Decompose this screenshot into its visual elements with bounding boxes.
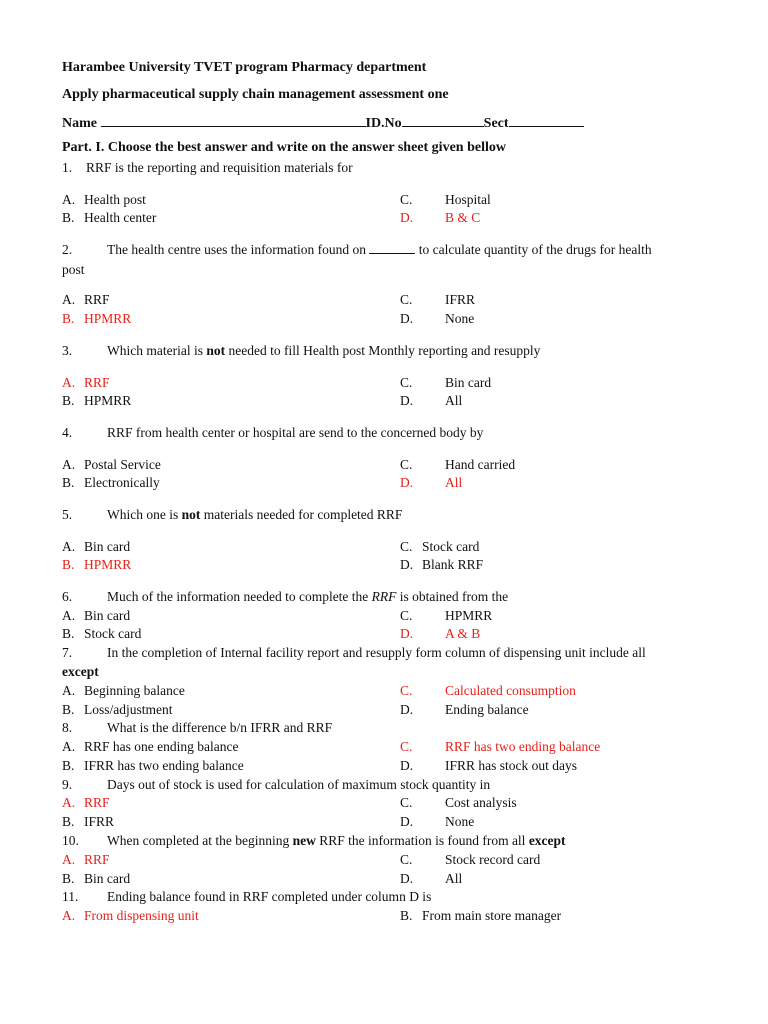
q2-option-b: B. HPMRR — [62, 311, 132, 326]
id-blank — [402, 114, 484, 127]
q1-option-a: A. Health post — [62, 192, 146, 207]
name-blank — [101, 114, 366, 127]
q4-option-a: A. Postal Service — [62, 457, 161, 472]
question-6: 6. Much of the information needed to complete the RRF is obtained from the — [62, 589, 509, 604]
id-label: ID.No — [365, 116, 402, 131]
q9-option-c: C. Cost analysis — [400, 795, 517, 810]
q5-option-c: C. Stock card — [400, 539, 480, 554]
question-7: 7. In the completion of Internal facility report and resupply form column of dispensing unit include all — [62, 645, 646, 660]
q5-option-d: D. Blank RRF — [400, 557, 484, 572]
q9-option-b: B. IFRR — [62, 814, 115, 829]
question-10: 10. When completed at the beginning new RRF the information is found from all except — [62, 833, 566, 848]
q3-option-d: D. All — [400, 393, 463, 408]
q6-option-b: B. Stock card — [62, 626, 142, 641]
q9-option-d: D. None — [400, 814, 475, 829]
q10-option-d: D. All — [400, 871, 463, 886]
q9-option-a: A. RRF — [62, 795, 110, 810]
q8-option-d: D. IFRR has stock out days — [400, 758, 578, 773]
question-8: 8. What is the difference b/n IFRR and RRF — [62, 720, 333, 735]
q5-option-b: B. HPMRR — [62, 557, 132, 572]
name-label: Name — [62, 116, 97, 131]
q7-option-b: B. Loss/adjustment — [62, 702, 173, 717]
question-7-continued: except — [62, 664, 99, 679]
q6-option-c: C. HPMRR — [400, 608, 493, 623]
q1-option-c: C. Hospital — [400, 192, 491, 207]
q10-option-c: C. Stock record card — [400, 852, 541, 867]
university-title: Harambee University TVET program Pharmacy department — [62, 60, 427, 75]
q4-option-c: C. Hand carried — [400, 457, 516, 472]
question-text: RRF is the reporting and requisition materials for — [86, 160, 353, 175]
question-3: 3. Which material is not needed to fill Health post Monthly reporting and resupply — [62, 343, 541, 358]
student-info-line — [62, 114, 584, 132]
question-2-continued: post — [62, 262, 85, 277]
q1-option-d: D. B & C — [400, 210, 481, 225]
q2-option-a: A. RRF — [62, 292, 110, 307]
q3-option-a: A. RRF — [62, 375, 110, 390]
q4-option-b: B. Electronically — [62, 475, 160, 490]
q1-option-b: B. Health center — [62, 210, 157, 225]
question-11: 11. Ending balance found in RRF completed under column D is — [62, 889, 432, 904]
question-9: 9. Days out of stock is used for calculation of maximum stock quantity in — [62, 777, 491, 792]
question-number: 1. — [62, 160, 73, 175]
q7-option-d: D. Ending balance — [400, 702, 529, 717]
q2-option-d: D. None — [400, 311, 475, 326]
q4-option-d: D. All — [400, 475, 463, 490]
assessment-title: Apply pharmaceutical supply chain management assessment one — [62, 87, 449, 102]
q7-option-a: A. Beginning balance — [62, 683, 185, 698]
q7-option-c: C. Calculated consumption — [400, 683, 576, 698]
q5-option-a: A. Bin card — [62, 539, 131, 554]
q10-option-b: B. Bin card — [62, 871, 131, 886]
q3-option-c: C. Bin card — [400, 375, 492, 390]
q8-option-c: C. RRF has two ending balance — [400, 739, 601, 754]
q10-option-a: A. RRF — [62, 852, 110, 867]
answer-blank — [369, 242, 415, 254]
q8-option-a: A. RRF has one ending balance — [62, 739, 239, 754]
question-2: 2. The health centre uses the information found on to calculate quantity of the drugs for health — [62, 242, 652, 257]
q2-option-c: C. IFRR — [400, 292, 476, 307]
question-1 — [62, 160, 682, 176]
question-4: 4. RRF from health center or hospital are send to the concerned body by — [62, 425, 484, 440]
q11-option-b: B. From main store manager — [400, 908, 562, 923]
q11-option-a: A. From dispensing unit — [62, 908, 199, 923]
question-5: 5. Which one is not materials needed for completed RRF — [62, 507, 403, 522]
q3-option-b: B. HPMRR — [62, 393, 132, 408]
sect-blank — [509, 114, 584, 127]
sect-label: Sect — [483, 116, 509, 131]
q8-option-b: B. IFRR has two ending balance — [62, 758, 244, 773]
q6-option-d: D. A & B — [400, 626, 481, 641]
part-title: Part. I. Choose the best answer and write on the answer sheet given bellow — [62, 140, 506, 155]
q6-option-a: A. Bin card — [62, 608, 131, 623]
